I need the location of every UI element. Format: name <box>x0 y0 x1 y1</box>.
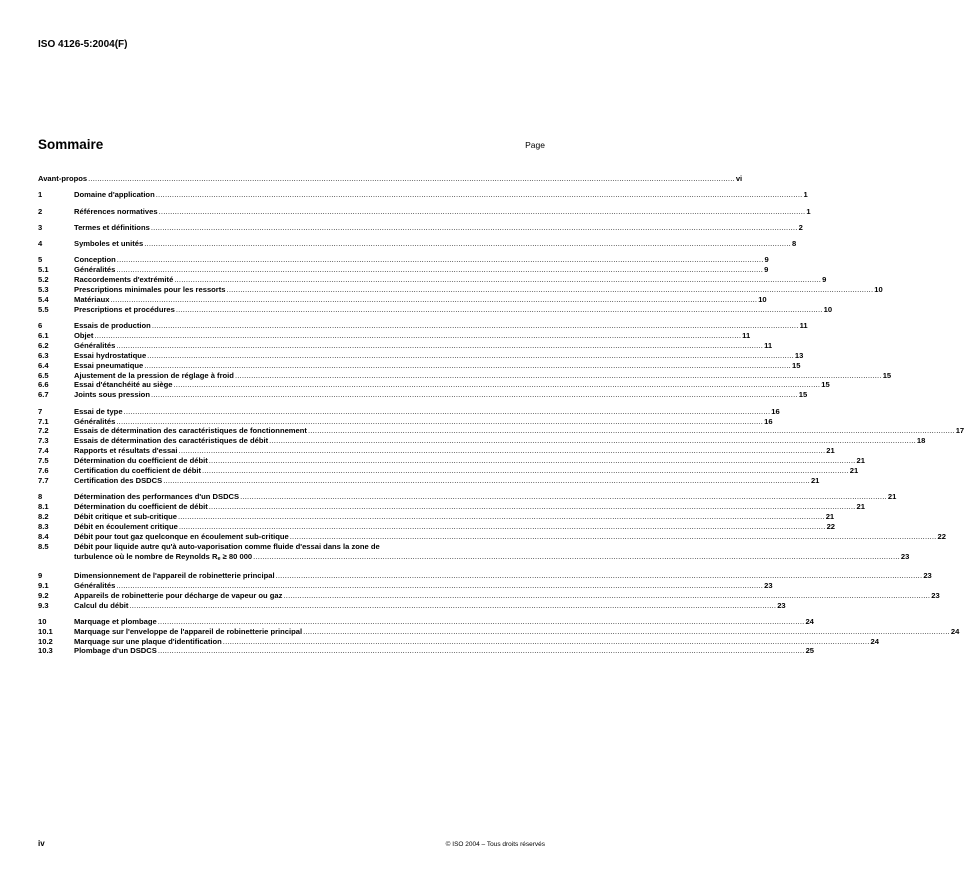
dot-leader <box>179 446 826 456</box>
toc-entry-number: 10.1 <box>38 626 53 636</box>
toc-entry-title: Essais de détermination des caractéristiques de débit <box>74 436 269 446</box>
toc-entry[interactable] <box>38 406 780 417</box>
toc-entry[interactable] <box>38 531 946 542</box>
toc-entry[interactable] <box>38 446 835 456</box>
toc-entry[interactable] <box>38 426 964 436</box>
toc-entry-page: 23 <box>777 600 786 610</box>
dot-leader <box>303 627 950 637</box>
toc-entry[interactable] <box>38 580 773 591</box>
toc-entry[interactable] <box>38 436 926 446</box>
dot-leader <box>308 426 955 436</box>
toc-entry-page: 9 <box>764 255 769 265</box>
toc-entry-title: Marquage et plombage <box>74 616 157 626</box>
toc-entry-title: Essais de détermination des caractéristiques de fonctionnement <box>74 426 307 436</box>
toc-entry-title: Détermination du coefficient de débit <box>74 456 208 466</box>
toc-entry[interactable] <box>38 600 786 611</box>
toc-entry-page: 21 <box>849 466 859 475</box>
toc-entry-title: Références normatives <box>74 206 158 216</box>
toc-entry-title: Plombage d'un DSDCS <box>74 646 157 656</box>
toc-entry[interactable] <box>38 466 859 476</box>
toc-entry-title: Calcul du débit <box>74 600 129 610</box>
dot-leader <box>227 285 874 295</box>
toc-entry-number: 9.1 <box>38 580 49 590</box>
dot-leader <box>202 466 849 476</box>
toc-entry-page: 9 <box>822 275 827 285</box>
dot-leader <box>116 341 763 351</box>
toc-entry[interactable] <box>38 380 830 390</box>
toc-entry-page: 24 <box>950 626 960 636</box>
toc-entry-title: Détermination du coefficient de débit <box>74 502 208 512</box>
toc-entry-page: 11 <box>742 331 751 341</box>
toc-entry-number: 6.2 <box>38 340 49 350</box>
toc-entry-number: 9 <box>38 570 43 580</box>
dot-leader <box>174 275 821 285</box>
toc-entry-title: Débit critique et sub-critique <box>74 511 177 521</box>
toc-entry-title: Domaine d'application <box>74 190 155 200</box>
toc-entry-number: 7.7 <box>38 475 49 485</box>
toc-entry-title: Raccordements d'extrémité <box>74 275 174 285</box>
toc-entry-page: 11 <box>799 321 808 331</box>
toc-entry-title: Essai hydrostatique <box>74 350 147 360</box>
dot-leader <box>156 190 803 200</box>
toc-entry-number: 7.2 <box>38 426 49 436</box>
toc-entry-number: 8.4 <box>38 531 49 541</box>
toc-entry[interactable] <box>38 590 940 601</box>
toc-entry-title: Conception <box>74 255 116 265</box>
toc-entry-title: Marquage sur une plaque d'identification <box>74 636 222 646</box>
toc-entry[interactable] <box>38 570 932 581</box>
toc-entry-page: 23 <box>900 551 910 561</box>
toc-entry-number: 7 <box>38 406 43 416</box>
toc-entry[interactable] <box>38 174 743 184</box>
toc-entry-page: 21 <box>825 511 835 521</box>
dot-leader <box>176 305 823 315</box>
toc-entry-number: 5.4 <box>38 294 49 304</box>
toc-entry-number: 6.3 <box>38 350 49 360</box>
toc-entry[interactable] <box>38 511 835 522</box>
dot-leader <box>144 361 791 371</box>
toc-entry-title: Termes et définitions <box>74 222 150 232</box>
toc-entry-page: 23 <box>923 570 932 580</box>
toc-entry-number: 5.5 <box>38 304 49 314</box>
toc-entry[interactable] <box>38 646 815 656</box>
toc-entry-title-continued <box>74 552 252 565</box>
dot-leader <box>240 492 887 502</box>
toc-entry-number: 5 <box>38 255 43 265</box>
toc-entry[interactable] <box>38 331 751 341</box>
toc-entry-title: Généralités <box>74 580 116 590</box>
toc-entry-page: 22 <box>826 521 836 531</box>
toc-entry-number: 6.7 <box>38 390 49 400</box>
toc-entry-title: Essais de production <box>74 321 151 331</box>
toc-entry-number: 8.5 <box>38 541 49 551</box>
toc-entry-number: 10 <box>38 616 47 626</box>
toc-entry[interactable] <box>38 350 804 361</box>
toc-entry-number: 9.2 <box>38 590 49 600</box>
toc-entry-title: Essai de type <box>74 406 123 416</box>
toc-entry-number: 5.3 <box>38 285 49 295</box>
toc-entry-page: 18 <box>916 436 926 446</box>
copyright-notice: © ISO 2004 – Tous droits réservés <box>445 841 545 848</box>
dot-leader <box>94 331 741 341</box>
toc-entry-title: Objet <box>74 331 94 341</box>
toc-entry-page: 10 <box>823 304 833 314</box>
toc-entry-number: 4 <box>38 239 43 249</box>
toc-entry-number: 10.2 <box>38 636 53 646</box>
toc-entry-title: Débit pour liquide autre qu'à auto-vaporisation comme fluide d'essai dans la zone de <box>74 541 380 551</box>
toc-entry[interactable] <box>38 456 865 466</box>
toc-entry-page: 22 <box>937 531 946 541</box>
toc-entry[interactable] <box>38 255 769 265</box>
toc-entry[interactable] <box>38 502 865 512</box>
dot-leader <box>116 265 763 275</box>
toc-entry-number: 7.4 <box>38 446 49 456</box>
toc-entry-number: 8 <box>38 492 43 502</box>
dot-leader <box>283 591 930 601</box>
toc-entry-number: 6.6 <box>38 380 49 390</box>
toc-entry[interactable] <box>38 222 803 233</box>
dot-leader <box>116 581 763 591</box>
toc-entry-page: 13 <box>794 350 804 360</box>
toc-entry-title: Joints sous pression <box>74 390 150 400</box>
toc-entry-number: 6.1 <box>38 331 49 341</box>
toc-entry-title: Détermination des performances d'un DSDCS <box>74 492 240 502</box>
dot-leader <box>88 174 735 184</box>
toc-entry-title: Ajustement de la pression de réglage à froid <box>74 370 234 380</box>
toc-entry[interactable] <box>38 275 827 285</box>
dot-leader <box>235 371 882 381</box>
toc-entry-title: Rapports et résultats d'essai <box>74 446 178 456</box>
toc-entry-number: 2 <box>38 206 43 216</box>
toc-entry[interactable] <box>38 340 773 351</box>
dot-leader <box>290 532 937 542</box>
toc-entry-number: 8.1 <box>38 502 49 512</box>
toc-entry-title: Débit en écoulement critique <box>74 521 178 531</box>
document-id: ISO 4126-5:2004(F) <box>38 39 128 50</box>
toc-entry-title: Matériaux <box>74 294 110 304</box>
toc-entry-page: vi <box>735 174 743 183</box>
dot-leader <box>147 351 794 361</box>
toc-entry-title: Essai pneumatique <box>74 360 144 370</box>
toc-entry-page: 16 <box>764 416 773 426</box>
page-title: Sommaire <box>38 137 104 152</box>
toc-entry-title-part: turbulence où le nombre de Reynolds R <box>74 551 218 561</box>
toc-entry-page: 23 <box>764 580 773 590</box>
dot-leader <box>151 223 798 233</box>
toc-entry[interactable] <box>38 321 808 331</box>
dot-leader <box>144 239 791 249</box>
toc-entry-number: 7.3 <box>38 436 49 446</box>
toc-entry-number: 5.2 <box>38 275 49 285</box>
toc-entry[interactable] <box>38 475 820 486</box>
toc-entry-number: 5.1 <box>38 265 49 275</box>
toc-entry-title: Appareils de robinetterie pour décharge de vapeur ou gaz <box>74 590 283 600</box>
toc-entry-page: 15 <box>882 370 892 380</box>
toc-entry-number: 3 <box>38 222 43 232</box>
toc-entry-page: 23 <box>931 590 940 600</box>
toc-entry-title: Avant-propos <box>38 174 88 183</box>
toc-entry-page: 1 <box>806 206 811 216</box>
toc-entry-page: 24 <box>805 616 814 626</box>
toc-entry[interactable] <box>38 521 836 532</box>
toc-entry-title: Généralités <box>74 265 116 275</box>
toc-entry[interactable] <box>38 416 773 427</box>
toc-entry-page: 11 <box>764 340 773 350</box>
toc-entry[interactable] <box>38 626 960 637</box>
dot-leader <box>159 207 806 217</box>
toc-entry[interactable] <box>38 360 801 371</box>
toc-entry-title: Certification des DSDCS <box>74 475 163 485</box>
toc-entry-number: 8.2 <box>38 511 49 521</box>
toc-entry-page: 10 <box>758 294 767 304</box>
toc-entry[interactable] <box>38 239 797 249</box>
toc-entry-number: 6.4 <box>38 360 49 370</box>
toc-entry-number: 6.5 <box>38 370 49 380</box>
dot-leader <box>158 617 805 627</box>
dot-leader <box>124 407 771 417</box>
toc-entry-page: 9 <box>764 265 769 275</box>
toc-entry[interactable] <box>38 265 769 275</box>
toc-entry[interactable] <box>38 390 808 400</box>
dot-leader <box>129 601 776 611</box>
toc-entry-title: Symboles et unités <box>74 239 144 249</box>
reynolds-subscript: e <box>217 555 221 562</box>
dot-leader <box>163 476 810 486</box>
toc-entry-page: 21 <box>856 502 865 512</box>
toc-entry[interactable] <box>38 636 879 647</box>
dot-leader <box>116 417 763 427</box>
toc-entry[interactable] <box>38 304 833 315</box>
toc-entry-title: Essai d'étanchéité au siège <box>74 380 173 390</box>
toc-entry-title: Généralités <box>74 416 116 426</box>
toc-entry[interactable] <box>38 190 808 200</box>
toc-entry-page: 8 <box>791 239 797 249</box>
dot-leader <box>179 522 826 532</box>
dot-leader <box>178 512 825 522</box>
dot-leader <box>209 456 856 466</box>
table-of-contents <box>38 174 964 656</box>
dot-leader <box>209 502 856 512</box>
toc-entry-number: 7.5 <box>38 456 49 466</box>
page-number: iv <box>38 839 45 848</box>
toc-entry-page: 25 <box>805 646 815 656</box>
toc-entry-page: 21 <box>887 492 897 502</box>
toc-entry[interactable] <box>38 285 883 295</box>
toc-entry-number: 10.3 <box>38 646 53 656</box>
toc-entry-number: 8.3 <box>38 521 49 531</box>
toc-entry-page: 15 <box>791 360 801 370</box>
toc-entry-page: 21 <box>810 475 820 485</box>
toc-entry-page: 2 <box>798 222 803 232</box>
toc-entry-page: 1 <box>803 190 808 200</box>
dot-leader <box>276 571 923 581</box>
toc-entry-number: 9.3 <box>38 600 49 610</box>
toc-entry-number: 7.1 <box>38 416 49 426</box>
toc-entry[interactable] <box>38 370 892 381</box>
dot-leader <box>152 321 799 331</box>
dot-leader <box>173 380 820 390</box>
toc-entry-page: 15 <box>798 390 808 400</box>
toc-entry[interactable] <box>38 616 814 627</box>
toc-entry[interactable] <box>38 294 767 305</box>
toc-entry-page: 10 <box>874 285 883 295</box>
toc-entry-title: Dimensionnement de l'appareil de robinetterie principal <box>74 570 275 580</box>
toc-entry-page: 24 <box>870 636 879 646</box>
dot-leader <box>269 436 916 446</box>
page-column-label: Page <box>525 140 545 150</box>
dot-leader <box>117 255 764 265</box>
toc-entry-page: 16 <box>771 406 780 416</box>
dot-leader <box>223 637 870 647</box>
toc-entry-number: 1 <box>38 190 43 200</box>
toc-entry-title: Certification du coefficient de débit <box>74 466 201 475</box>
toc-entry-title: Généralités <box>74 340 116 350</box>
toc-entry-number: 7.6 <box>38 466 49 475</box>
toc-entry[interactable] <box>38 492 897 502</box>
toc-entry-title: Débit pour tout gaz quelconque en écoulement sub-critique <box>74 531 289 541</box>
toc-entry-title: Prescriptions et procédures <box>74 304 175 314</box>
toc-entry-number: 6 <box>38 321 43 331</box>
toc-entry-title-part: ≥ 80 000 <box>220 551 253 561</box>
dot-leader <box>151 390 798 400</box>
toc-entry-page: 21 <box>856 456 865 466</box>
toc-entry-page: 15 <box>821 380 830 390</box>
toc-entry-page: 17 <box>955 426 964 436</box>
dot-leader <box>253 552 900 562</box>
toc-entry-title: Prescriptions minimales pour les ressorts <box>74 285 226 295</box>
toc-entry[interactable] <box>38 206 811 217</box>
dot-leader <box>110 295 757 305</box>
toc-entry-title: Marquage sur l'enveloppe de l'appareil de robinetterie principal <box>74 626 303 636</box>
toc-entry-page: 21 <box>826 446 835 456</box>
toc-entry[interactable] <box>38 541 910 565</box>
dot-leader <box>158 646 805 656</box>
